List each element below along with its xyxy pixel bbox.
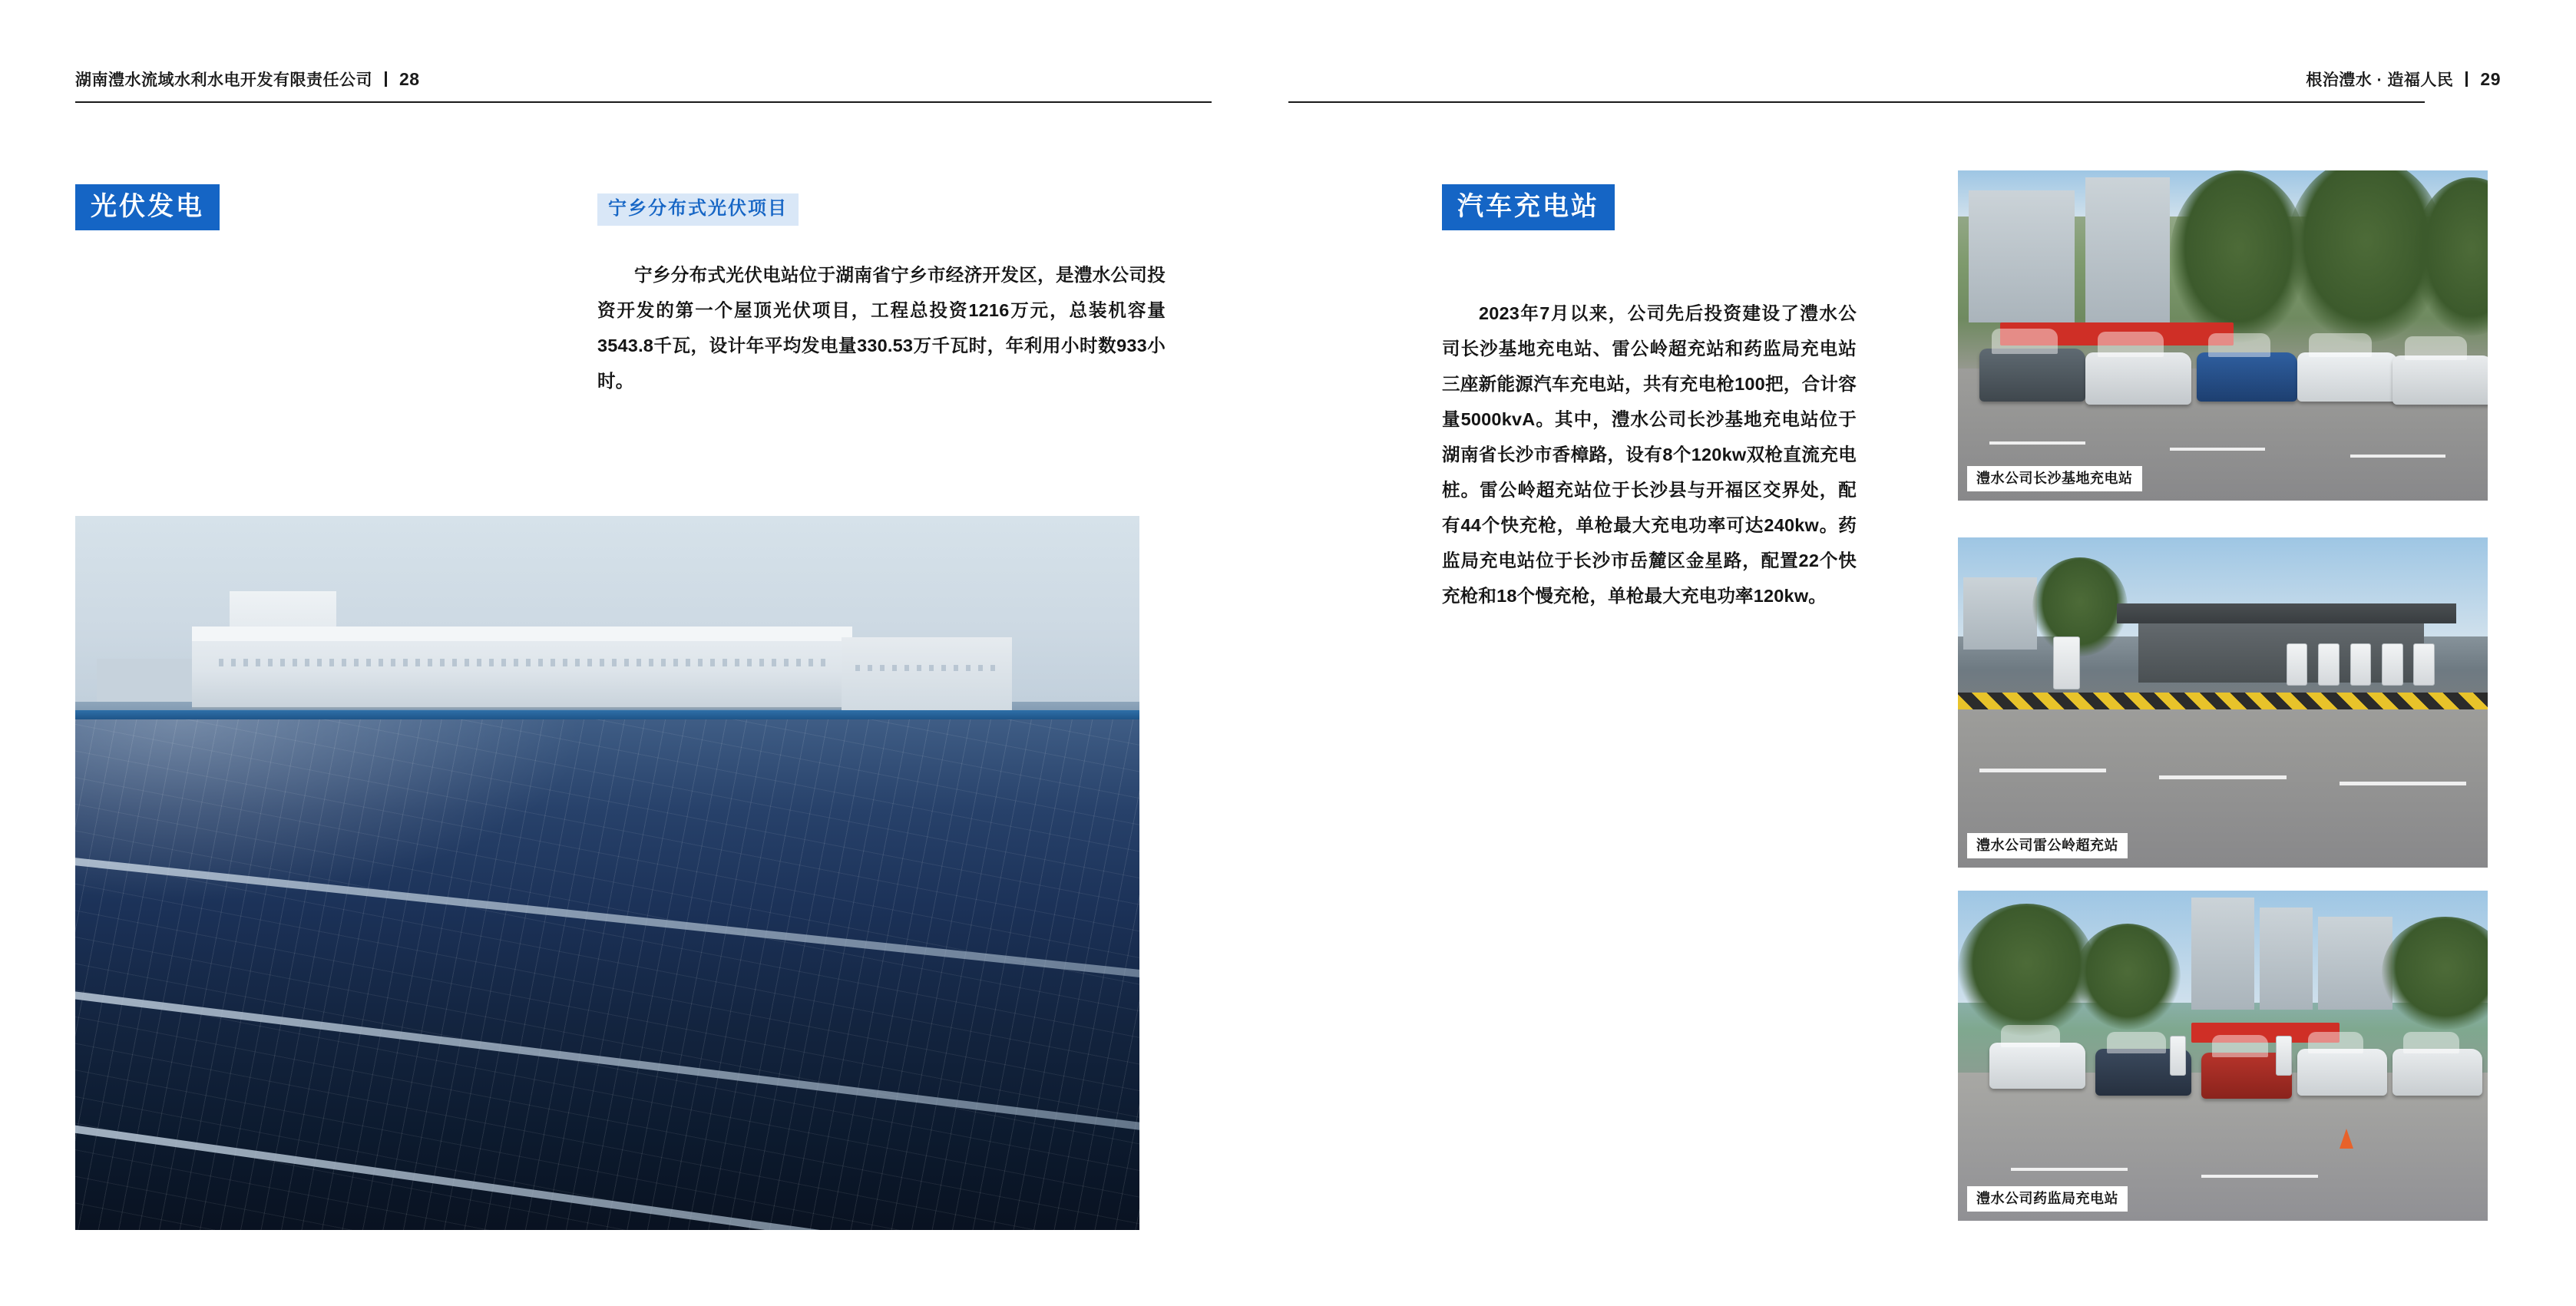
panel-row-gap <box>75 1118 1139 1230</box>
charging-pile <box>2287 643 2308 686</box>
car <box>2085 352 2191 405</box>
lane-marking <box>2011 1168 2128 1171</box>
tree <box>2075 924 2181 1030</box>
car <box>1989 1043 2085 1089</box>
lane-marking <box>2350 455 2445 458</box>
building <box>1963 577 2038 650</box>
running-head-right <box>2306 68 2501 91</box>
building-main-hall <box>192 627 852 709</box>
car <box>2197 352 2297 402</box>
car <box>2297 352 2398 402</box>
page-number-right: 29 <box>2480 68 2501 89</box>
lane-marking <box>2340 782 2467 785</box>
panel-row-gap <box>75 985 1139 1142</box>
charging-pile <box>2318 643 2340 686</box>
running-head-left-text: 湖南澧水流域水利水电开发有限责任公司 <box>75 71 372 89</box>
header-rule-right <box>1288 101 2425 103</box>
charging-pile <box>2350 643 2372 686</box>
section-heading-ev-charging-station: 汽车充电站 <box>1442 184 1615 230</box>
photo-caption: 澧水公司雷公岭超充站 <box>1967 833 2128 858</box>
window-row <box>855 665 998 671</box>
running-head-separator <box>385 71 387 87</box>
lane-marking <box>1979 769 2107 772</box>
car <box>2297 1049 2387 1095</box>
photo-leigongling-supercharge-station <box>1958 537 2488 868</box>
high-rise-building <box>2191 898 2255 1010</box>
car <box>2392 1049 2482 1095</box>
window-row <box>219 659 826 666</box>
lane-marking <box>2201 1175 2318 1178</box>
lane-marking <box>1989 441 2085 445</box>
photo-drug-administration-station <box>1958 891 2488 1221</box>
building-right <box>842 637 1012 716</box>
section-heading-photovoltaic: 光伏发电 <box>75 184 220 230</box>
building <box>1969 190 2075 322</box>
building <box>2085 177 2170 322</box>
curb-hatch-marking <box>1958 693 2488 709</box>
charging-pile <box>2382 643 2403 686</box>
tree <box>2032 557 2128 656</box>
high-rise-building <box>2318 917 2392 1009</box>
page-number-left: 28 <box>399 68 420 89</box>
running-head-left <box>75 68 420 91</box>
photo-solar-rooftop <box>75 516 1139 1230</box>
charging-pile <box>2053 636 2080 689</box>
photo-caption: 澧水公司长沙基地充电站 <box>1967 466 2142 491</box>
lane-marking <box>2159 775 2287 779</box>
body-text-photovoltaic: 宁乡分布式光伏电站位于湖南省宁乡市经济开发区，是澧水公司投资开发的第一个屋顶光伏项目，工程总投资1216万元，总装机容量3543.8千瓦，设计年平均发电量330.53万千瓦时，年利用小时数933小时。 <box>597 265 1166 391</box>
charging-pile <box>2276 1036 2292 1076</box>
header-rule-left <box>75 101 1212 103</box>
photo-caption: 澧水公司药监局充电站 <box>1967 1186 2128 1212</box>
running-head-right-text: 根治澧水 · 造福人民 <box>2306 71 2454 89</box>
sub-heading-ningxiang-project: 宁乡分布式光伏项目 <box>597 193 799 226</box>
charging-pile <box>2413 643 2435 686</box>
sun-glare <box>75 719 660 934</box>
lane-marking <box>2170 448 2265 451</box>
traffic-cone <box>2340 1129 2353 1149</box>
building-far <box>97 659 203 702</box>
charging-pile <box>2170 1036 2186 1076</box>
body-text-ev-charging: 2023年7月以来，公司先后投资建设了澧水公司长沙基地充电站、雷公岭超充站和药监局充电站三座新能源汽车充电站，共有充电枪100把，合计容量5000kvA。其中，澧水公司长沙基地充电站位于湖南省长沙市香樟路，设有8个120kw双枪直流充电桩。雷公岭超充站位于长沙县与开福区交界处，配有44个快充枪，单枪最大充电功率可达240kw。药监局充电站位于长沙市岳麓区金星路，配置22个快充枪和18个慢充枪，单枪最大充电功率120kw。 <box>1442 303 1857 606</box>
station-canopy <box>2117 603 2456 623</box>
photo-changsha-base-station <box>1958 170 2488 501</box>
car <box>2392 355 2488 405</box>
running-head-separator <box>2465 71 2468 87</box>
high-rise-building <box>2260 908 2313 1010</box>
car <box>1979 349 2085 402</box>
